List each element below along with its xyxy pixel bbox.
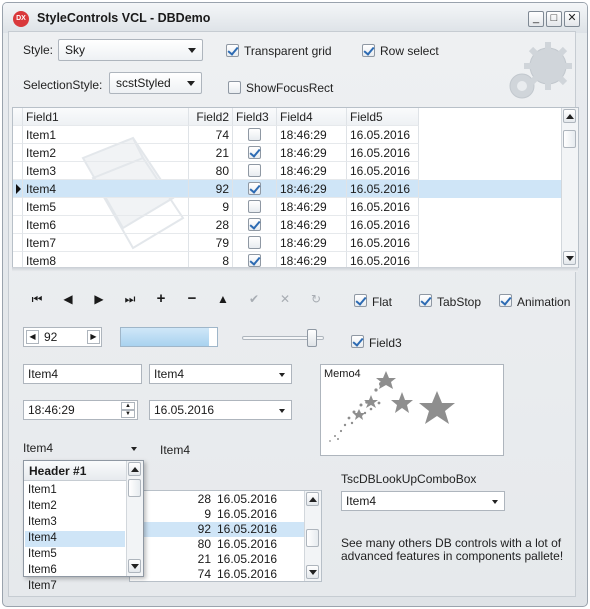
data-grid[interactable] xyxy=(12,107,579,268)
column-header-field1[interactable]: Field1 xyxy=(23,108,189,126)
table-cell[interactable]: 16.05.2016 xyxy=(347,216,419,234)
date-value: 16.05.2016 xyxy=(154,403,215,417)
field3-cell-checkbox[interactable] xyxy=(248,146,261,159)
nav-prior-button[interactable]: ◀ xyxy=(63,292,73,306)
table-cell[interactable] xyxy=(233,234,277,252)
table-cell[interactable]: 16.05.2016 xyxy=(347,234,419,252)
table-row[interactable] xyxy=(130,567,321,582)
field3-cell-checkbox[interactable] xyxy=(248,182,261,195)
window-title: StyleControls VCL - DBDemo xyxy=(37,11,211,25)
row-indicator xyxy=(13,144,23,162)
chevron-down-icon xyxy=(279,373,285,377)
table-row[interactable] xyxy=(13,216,578,234)
table-cell[interactable] xyxy=(233,180,277,198)
table-cell[interactable]: Item3 xyxy=(23,162,189,180)
table-row[interactable] xyxy=(130,522,321,537)
current-row-arrow-icon xyxy=(16,184,21,194)
table-row[interactable] xyxy=(13,126,578,144)
field3-cell-checkbox[interactable] xyxy=(248,164,261,177)
table-cell[interactable]: 16.05.2016 xyxy=(347,162,419,180)
table-cell[interactable]: 79 xyxy=(189,234,233,252)
info-text-line2: advanced features in components pallete! xyxy=(341,549,564,563)
table-cell[interactable]: Item7 xyxy=(23,234,189,252)
time-value: 18:46:29 xyxy=(28,403,75,417)
row-indicator xyxy=(13,216,23,234)
row-indicator xyxy=(13,162,23,180)
transparent-grid-label: Transparent grid xyxy=(244,44,332,58)
table-cell[interactable]: 92 xyxy=(189,180,233,198)
app-logo-icon: DX xyxy=(13,11,29,27)
table-cell[interactable]: 80 xyxy=(189,162,233,180)
chevron-down-icon xyxy=(188,48,196,53)
row-select-checkbox[interactable] xyxy=(362,44,375,57)
scroll-down-button[interactable] xyxy=(563,251,576,265)
table-row[interactable] xyxy=(130,552,321,567)
table-cell[interactable]: 80 xyxy=(197,537,211,551)
scroll-thumb[interactable] xyxy=(306,529,319,547)
lookup-combobox-value: Item4 xyxy=(346,494,377,508)
close-button[interactable]: ✕ xyxy=(564,11,580,27)
scroll-thumb[interactable] xyxy=(563,130,576,148)
table-cell[interactable]: 16.05.2016 xyxy=(217,567,278,581)
table-cell[interactable]: 21 xyxy=(189,144,233,162)
table-cell[interactable]: 28 xyxy=(197,492,211,506)
row-indicator xyxy=(13,198,23,216)
time-up-button[interactable]: ▲ xyxy=(121,402,135,410)
scroll-up-button[interactable] xyxy=(306,492,319,506)
table-cell[interactable]: 18:46:29 xyxy=(277,234,347,252)
small-data-grid[interactable] xyxy=(129,490,322,582)
row-indicator xyxy=(13,252,23,268)
table-cell[interactable]: 74 xyxy=(197,567,211,581)
item-combobox[interactable] xyxy=(149,364,292,384)
field3-cell-checkbox[interactable] xyxy=(248,200,261,213)
table-cell[interactable]: 74 xyxy=(189,126,233,144)
title-bar[interactable] xyxy=(3,3,587,33)
field3-cell-checkbox[interactable] xyxy=(248,218,261,231)
scroll-down-button[interactable] xyxy=(128,559,141,573)
selection-style-value: scstStyled xyxy=(116,76,171,90)
selection-style-label: SelectionStyle: xyxy=(23,78,103,92)
transparent-grid-checkbox[interactable] xyxy=(226,44,239,57)
table-row[interactable] xyxy=(130,492,321,507)
table-row[interactable] xyxy=(13,180,578,198)
chevron-down-icon xyxy=(492,500,498,504)
date-edit[interactable] xyxy=(149,400,292,420)
scroll-down-button[interactable] xyxy=(306,565,319,579)
table-cell[interactable]: 18:46:29 xyxy=(277,198,347,216)
nav-first-button[interactable]: ⏮ xyxy=(31,292,43,306)
table-cell[interactable]: 16.05.2016 xyxy=(217,537,278,551)
tabstop-checkbox[interactable] xyxy=(419,294,432,307)
list-item[interactable]: Item5 xyxy=(28,548,57,560)
scroll-thumb[interactable] xyxy=(128,479,141,497)
chevron-down-icon xyxy=(187,81,195,86)
slider-track[interactable] xyxy=(242,336,324,340)
maximize-button[interactable]: □ xyxy=(546,11,562,27)
selection-style-combobox[interactable] xyxy=(109,72,202,94)
flat-label: Flat xyxy=(372,295,393,309)
row-indicator xyxy=(13,234,23,252)
spin-right-button[interactable]: ▶ xyxy=(87,330,100,344)
nav-refresh-button[interactable]: ↻ xyxy=(310,292,322,306)
column-header-field2[interactable]: Field2 xyxy=(189,108,233,126)
list-item[interactable]: Item2 xyxy=(28,500,57,512)
stars-icon xyxy=(321,365,505,457)
grid-header xyxy=(13,108,578,126)
grid-vertical-scrollbar[interactable] xyxy=(561,108,578,267)
time-edit[interactable] xyxy=(23,400,138,420)
column-header-field3[interactable]: Field3 xyxy=(233,108,277,126)
show-focus-rect-checkbox[interactable] xyxy=(228,81,241,94)
row-select-label: Row select xyxy=(380,44,439,58)
nav-next-button[interactable]: ▶ xyxy=(94,292,104,306)
item-edit-value: Item4 xyxy=(28,367,59,381)
lookup-combobox-label: TscDBLookUpComboBox xyxy=(341,472,477,486)
table-cell[interactable]: Item8 xyxy=(23,252,189,268)
row-indicator xyxy=(13,180,23,198)
list-item[interactable]: Item6 xyxy=(28,564,57,576)
progress-bar xyxy=(120,327,218,347)
table-cell[interactable]: 16.05.2016 xyxy=(217,552,278,566)
column-header-field4[interactable]: Field4 xyxy=(277,108,347,126)
table-cell[interactable] xyxy=(233,144,277,162)
nav-delete-button[interactable]: − xyxy=(187,290,197,307)
show-focus-rect-label: ShowFocusRect xyxy=(246,81,334,95)
progress-fill xyxy=(121,328,209,346)
table-cell[interactable]: Item6 xyxy=(23,216,189,234)
table-cell[interactable]: Item4 xyxy=(23,180,189,198)
nav-insert-button[interactable]: + xyxy=(156,290,166,307)
nav-cancel-button[interactable]: ✕ xyxy=(279,292,291,306)
list-item[interactable]: Item4 xyxy=(25,531,125,547)
nav-last-button[interactable]: ⏭ xyxy=(124,292,136,306)
style-combobox[interactable] xyxy=(58,39,203,61)
table-row[interactable] xyxy=(13,198,578,216)
table-cell[interactable] xyxy=(233,126,277,144)
table-cell[interactable]: 18:46:29 xyxy=(277,180,347,198)
table-row[interactable] xyxy=(13,144,578,162)
table-cell[interactable]: 16.05.2016 xyxy=(217,522,278,536)
field3-label: Field3 xyxy=(369,336,402,350)
style-value: Sky xyxy=(65,43,86,57)
table-row[interactable] xyxy=(13,162,578,180)
item-edit[interactable] xyxy=(23,364,142,384)
table-cell[interactable]: 16.05.2016 xyxy=(347,144,419,162)
list-scrollbar[interactable] xyxy=(126,461,143,576)
field3-cell-checkbox[interactable] xyxy=(248,254,261,267)
table-cell[interactable]: 8 xyxy=(189,252,233,268)
slider-thumb[interactable] xyxy=(307,329,317,347)
table-cell[interactable]: 18:46:29 xyxy=(277,216,347,234)
list-item[interactable]: Item1 xyxy=(28,484,57,496)
table-cell[interactable] xyxy=(233,216,277,234)
nav-post-button[interactable]: ✔ xyxy=(248,292,260,306)
info-text-line1: See many others DB controls with a lot of xyxy=(341,536,562,550)
style-label: Style: xyxy=(23,43,54,57)
list-item[interactable]: Item3 xyxy=(28,516,57,528)
item-combobox-value: Item4 xyxy=(154,367,185,381)
db-label: Item4 xyxy=(160,443,191,457)
scroll-up-button[interactable] xyxy=(563,109,576,123)
lookup-combobox[interactable] xyxy=(341,491,505,511)
minimize-button[interactable]: _ xyxy=(528,11,544,27)
table-cell[interactable] xyxy=(233,162,277,180)
table-cell[interactable]: 21 xyxy=(197,552,211,566)
table-cell[interactable]: 92 xyxy=(197,522,211,536)
gears-icon xyxy=(500,36,580,106)
table-cell[interactable]: 16.05.2016 xyxy=(347,126,419,144)
table-row[interactable] xyxy=(13,252,578,268)
table-row[interactable] xyxy=(13,234,578,252)
animation-label: Animation xyxy=(517,295,571,309)
list-item[interactable]: Item7 xyxy=(28,580,57,592)
lookup-combo-value[interactable]: Item4 xyxy=(23,441,54,455)
splitter[interactable] xyxy=(12,267,578,272)
time-down-button[interactable]: ▼ xyxy=(121,410,135,418)
scroll-up-button[interactable] xyxy=(128,462,141,476)
table-row[interactable] xyxy=(130,507,321,522)
table-cell[interactable]: 16.05.2016 xyxy=(347,252,419,268)
memo-image[interactable] xyxy=(320,364,504,456)
nav-edit-button[interactable]: ▲ xyxy=(217,292,229,306)
spin-value: 92 xyxy=(44,330,58,344)
lookup-dropdown-list[interactable] xyxy=(23,460,144,592)
spin-left-button[interactable]: ◀ xyxy=(26,330,39,344)
animation-checkbox[interactable] xyxy=(499,294,512,307)
table-cell[interactable]: Item5 xyxy=(23,198,189,216)
indicator-header xyxy=(13,108,23,126)
table-cell[interactable]: 16.05.2016 xyxy=(347,180,419,198)
spin-edit[interactable] xyxy=(23,327,102,347)
tabstop-label: TabStop xyxy=(437,295,482,309)
table-cell[interactable]: 16.05.2016 xyxy=(347,198,419,216)
field3-cell-checkbox[interactable] xyxy=(248,128,261,141)
list-header: Header #1 xyxy=(24,461,126,481)
table-cell[interactable]: 18:46:29 xyxy=(277,252,347,268)
table-cell[interactable]: 9 xyxy=(189,198,233,216)
table-cell[interactable]: 9 xyxy=(204,507,211,521)
column-header-field5[interactable]: Field5 xyxy=(347,108,419,126)
table-cell[interactable]: 18:46:29 xyxy=(277,126,347,144)
table-cell[interactable]: 16.05.2016 xyxy=(217,492,278,506)
table-cell[interactable]: 18:46:29 xyxy=(277,144,347,162)
table-cell[interactable] xyxy=(233,198,277,216)
field3-checkbox[interactable] xyxy=(351,335,364,348)
field3-cell-checkbox[interactable] xyxy=(248,236,261,249)
table-cell[interactable] xyxy=(233,252,277,268)
memo-label: Memo4 xyxy=(324,368,361,380)
table-cell[interactable]: 16.05.2016 xyxy=(217,507,278,521)
table-cell[interactable]: 28 xyxy=(189,216,233,234)
chevron-down-icon[interactable] xyxy=(131,447,137,451)
table-cell[interactable]: Item2 xyxy=(23,144,189,162)
table-row[interactable] xyxy=(130,537,321,552)
table-cell[interactable]: Item1 xyxy=(23,126,189,144)
row-indicator xyxy=(13,126,23,144)
small-grid-scrollbar[interactable] xyxy=(304,491,321,581)
table-cell[interactable]: 18:46:29 xyxy=(277,162,347,180)
chevron-down-icon xyxy=(279,409,285,413)
flat-checkbox[interactable] xyxy=(354,294,367,307)
